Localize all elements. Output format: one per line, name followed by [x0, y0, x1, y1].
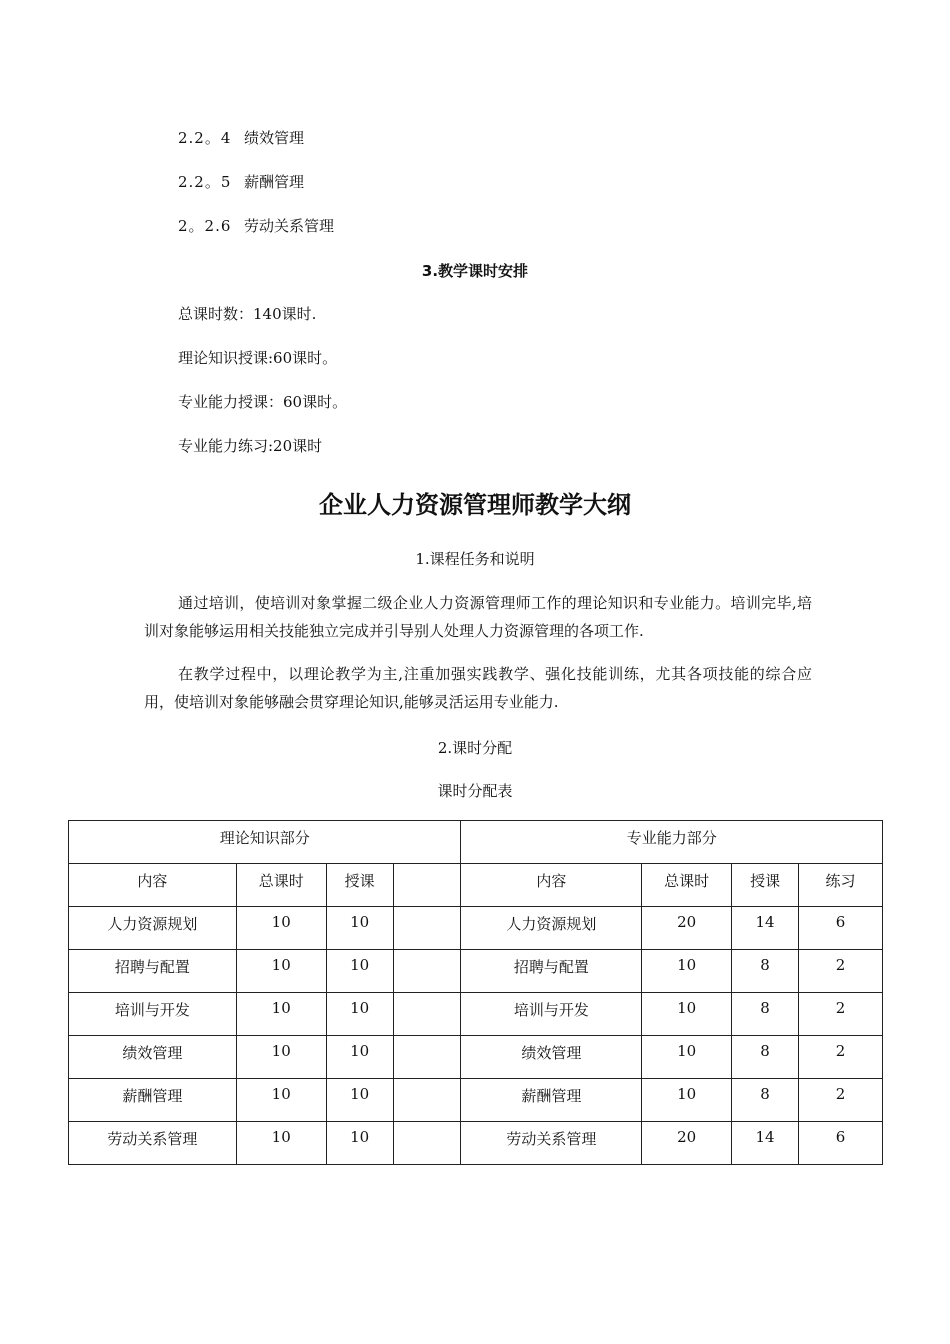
table-cell [393, 950, 461, 993]
table-cell: 10 [326, 950, 393, 993]
table-cell: 2 [799, 993, 883, 1036]
table-header-row [69, 864, 883, 907]
table-cell: 10 [236, 907, 326, 950]
subheading-hour-allocation: 2.课时分配 [437, 739, 513, 757]
table-cell: 绩效管理 [69, 1036, 237, 1079]
paragraph-course-task: 通过培训，使培训对象掌握二级企业人力资源管理师工作的理论知识和专业能力。培训完毕,培训对象能够运用相关技能独立完成并引导别人处理人力资源管理的各项工作. [144, 594, 812, 640]
column-header: 总课时 [236, 864, 326, 907]
section-title: 薪酬管理 [244, 173, 305, 191]
table-row [69, 993, 883, 1036]
table-cell: 10 [236, 1122, 326, 1165]
paragraph-teaching-process: 在教学过程中，以理论教学为主,注重加强实践教学、强化技能训练，尤其各项技能的综合应用，使培训对象能够融会贯穿理论知识,能够灵活运用专业能力. [144, 665, 812, 711]
table-cell: 10 [642, 950, 732, 993]
skill-group-header: 专业能力部分 [461, 821, 883, 864]
table-cell: 人力资源规划 [69, 907, 237, 950]
table-caption: 课时分配表 [437, 782, 513, 800]
table-cell [393, 907, 461, 950]
table-row [69, 950, 883, 993]
table-cell: 10 [642, 1036, 732, 1079]
table-cell: 14 [732, 907, 799, 950]
table-group-row [69, 821, 883, 864]
table-cell: 2 [799, 950, 883, 993]
column-header: 授课 [732, 864, 799, 907]
schedule-item: 总课时数：140课时. [178, 305, 317, 323]
section-number: 2.2。5 [178, 173, 232, 191]
table-cell: 10 [642, 1079, 732, 1122]
table-cell: 招聘与配置 [461, 950, 642, 993]
outline-title: 企业人力资源管理师教学大纲 [319, 491, 631, 519]
section-number: 2。2.6 [178, 217, 232, 235]
table-cell: 6 [799, 1122, 883, 1165]
section-title: 绩效管理 [244, 129, 305, 147]
table-cell: 20 [642, 907, 732, 950]
table-cell: 8 [732, 993, 799, 1036]
section-number: 2.2。4 [178, 129, 232, 147]
table-cell: 2 [799, 1036, 883, 1079]
table-cell: 劳动关系管理 [461, 1122, 642, 1165]
section-2-2-5 [178, 172, 304, 192]
table-cell: 20 [642, 1122, 732, 1165]
table-cell: 10 [326, 1079, 393, 1122]
column-header [393, 864, 461, 907]
table-cell [393, 1036, 461, 1079]
table-cell: 10 [236, 1036, 326, 1079]
section-2-2-6 [178, 216, 334, 236]
table-cell: 10 [326, 1036, 393, 1079]
table-cell: 8 [732, 1036, 799, 1079]
column-header: 内容 [69, 864, 237, 907]
schedule-item: 理论知识授课:60课时。 [178, 349, 338, 367]
table-cell: 薪酬管理 [461, 1079, 642, 1122]
column-header: 练习 [799, 864, 883, 907]
column-header: 授课 [326, 864, 393, 907]
section-title: 劳动关系管理 [244, 217, 335, 235]
table-cell: 培训与开发 [69, 993, 237, 1036]
table-cell: 培训与开发 [461, 993, 642, 1036]
schedule-item: 专业能力练习:20课时 [178, 437, 323, 455]
table-cell: 10 [236, 1079, 326, 1122]
table-cell: 10 [236, 993, 326, 1036]
table-cell: 劳动关系管理 [69, 1122, 237, 1165]
table-cell: 10 [326, 907, 393, 950]
table-cell [393, 1079, 461, 1122]
table-cell: 2 [799, 1079, 883, 1122]
table-cell: 10 [236, 950, 326, 993]
theory-group-header: 理论知识部分 [69, 821, 461, 864]
table-cell: 6 [799, 907, 883, 950]
table-cell: 招聘与配置 [69, 950, 237, 993]
section-2-2-4 [178, 128, 304, 148]
table-cell: 14 [732, 1122, 799, 1165]
table-cell: 绩效管理 [461, 1036, 642, 1079]
schedule-heading: 3.教学课时安排 [421, 262, 529, 280]
subheading-course-task: 1.课程任务和说明 [415, 550, 535, 568]
column-header: 总课时 [642, 864, 732, 907]
table-row [69, 1036, 883, 1079]
table-row [69, 907, 883, 950]
table-cell: 8 [732, 950, 799, 993]
table-row [69, 1079, 883, 1122]
column-header: 内容 [461, 864, 642, 907]
table-cell: 10 [642, 993, 732, 1036]
table-row [69, 1122, 883, 1165]
table-cell [393, 1122, 461, 1165]
table-cell: 薪酬管理 [69, 1079, 237, 1122]
table-cell: 8 [732, 1079, 799, 1122]
hour-allocation-table [68, 820, 883, 1165]
table-cell: 人力资源规划 [461, 907, 642, 950]
table-cell [393, 993, 461, 1036]
table-cell: 10 [326, 993, 393, 1036]
table-cell: 10 [326, 1122, 393, 1165]
schedule-item: 专业能力授课：60课时。 [178, 393, 348, 411]
